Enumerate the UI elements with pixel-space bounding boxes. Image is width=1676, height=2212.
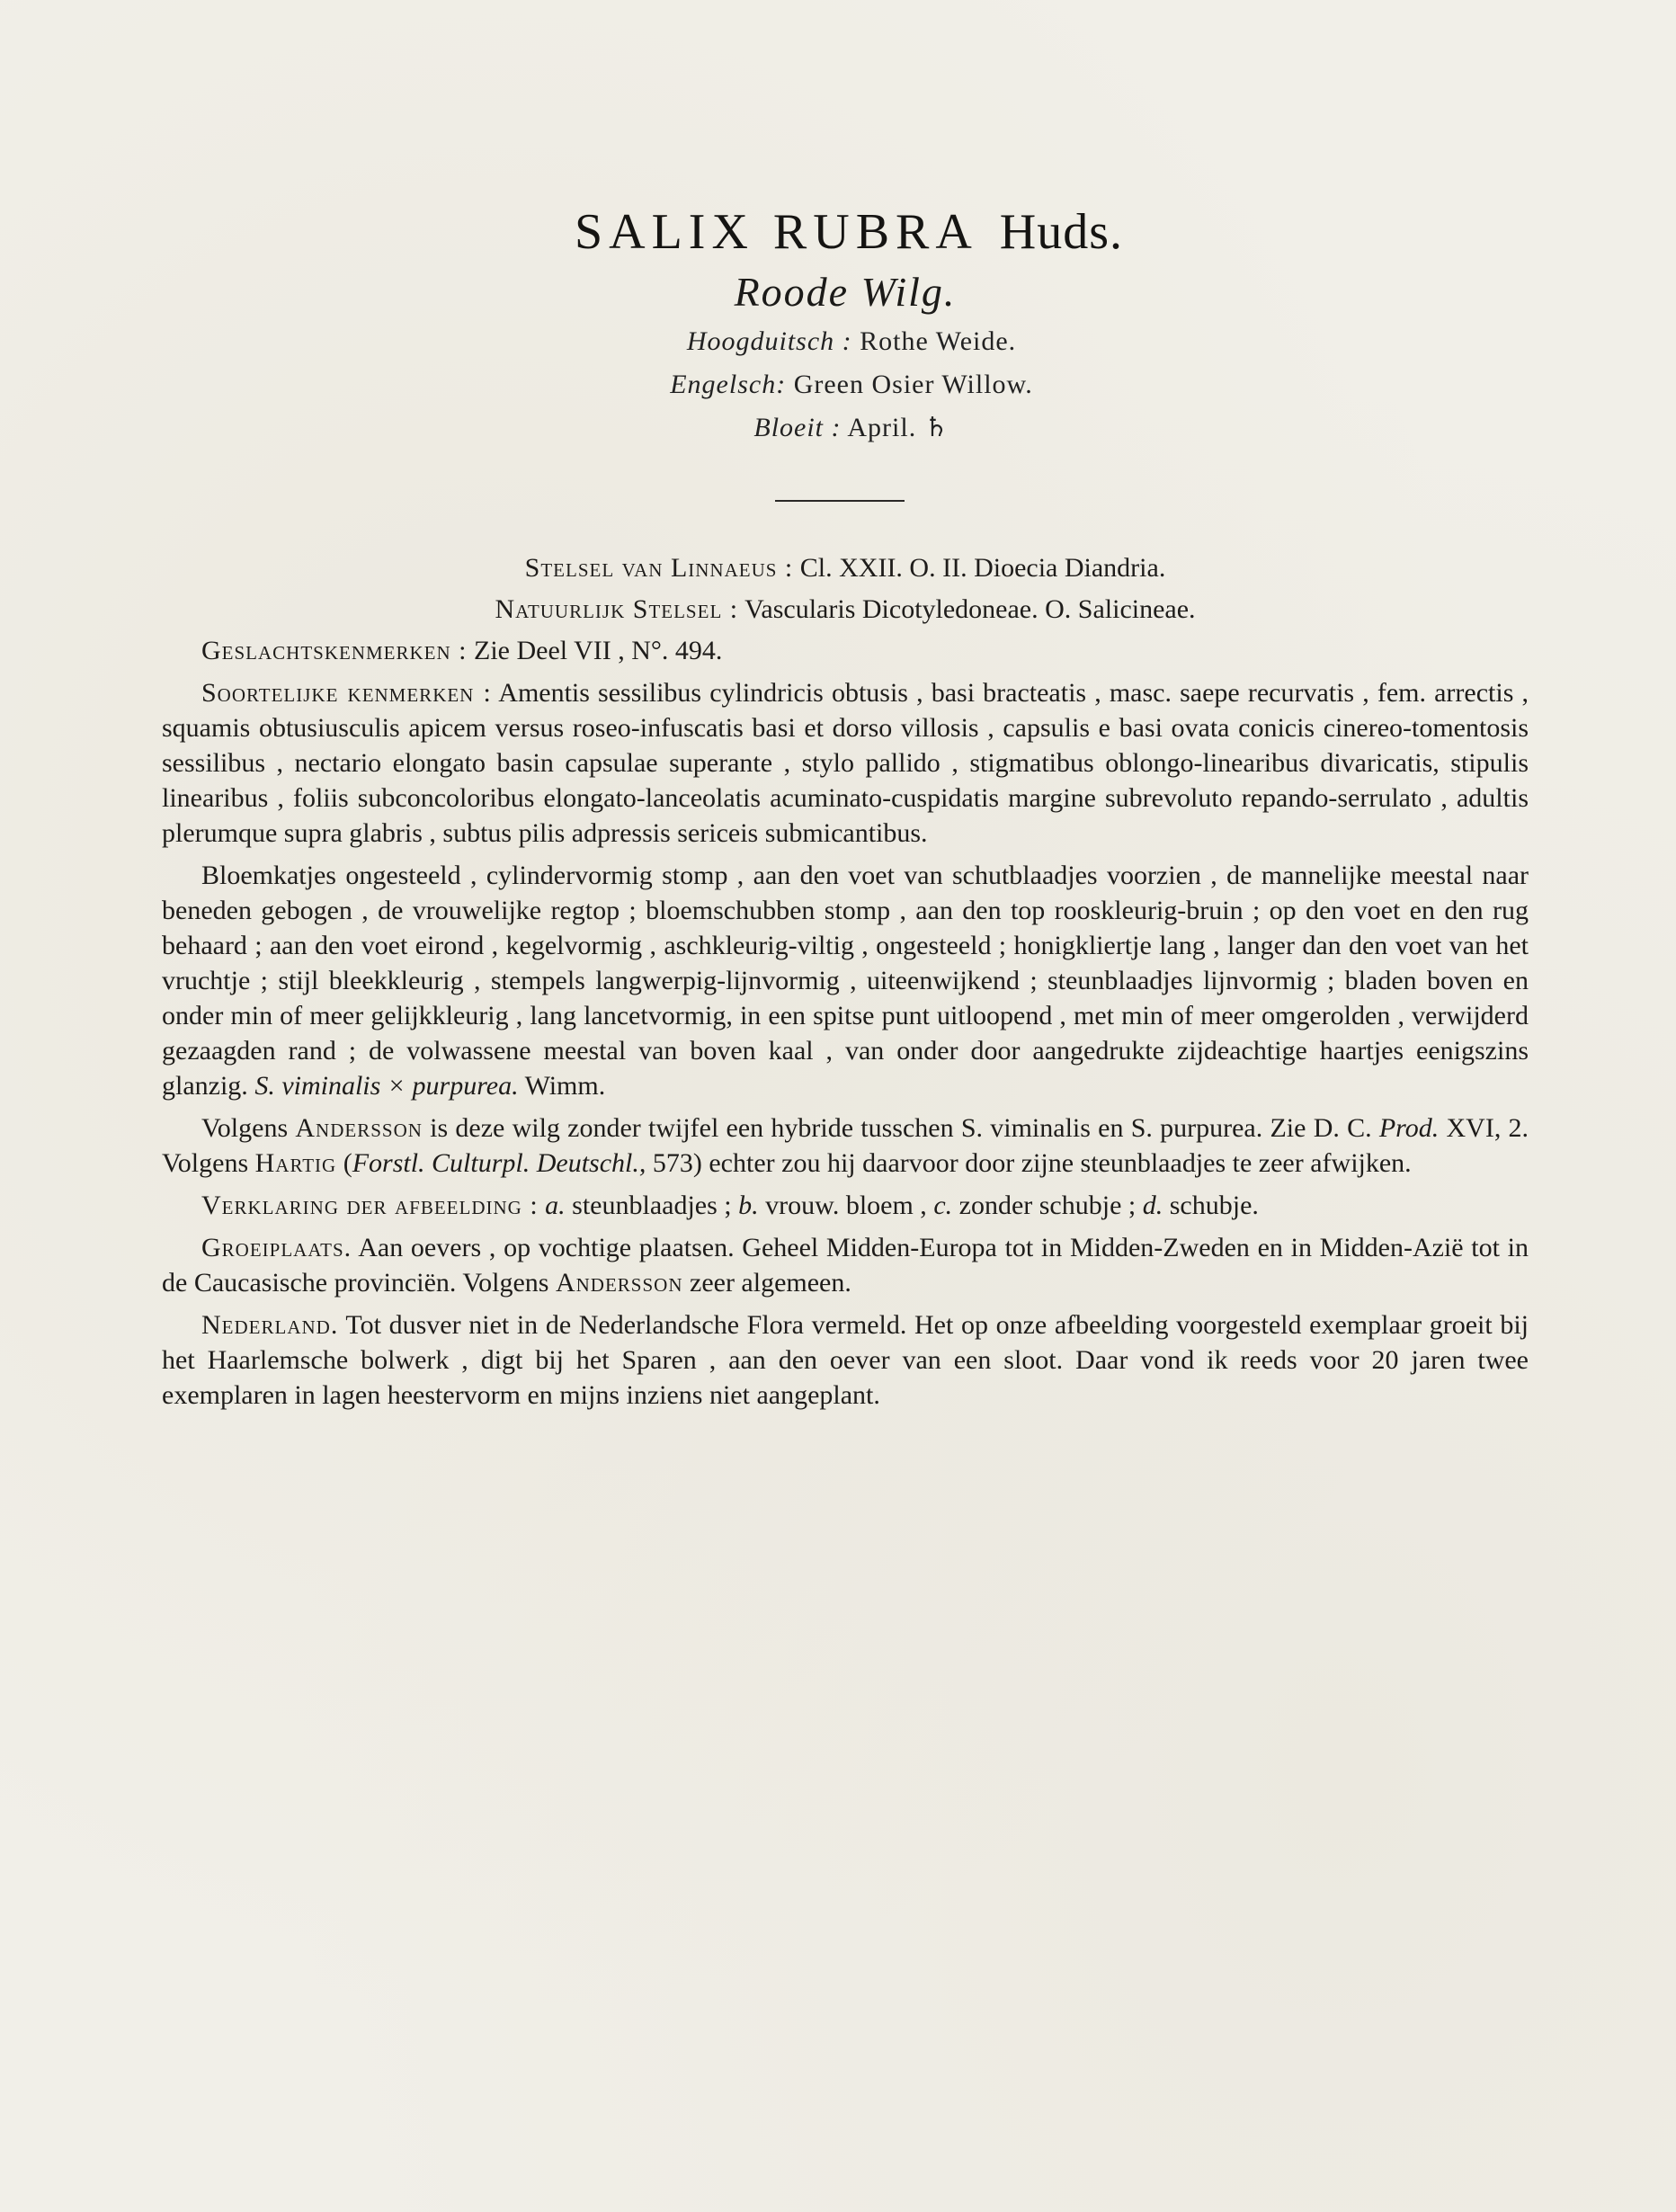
species-label: Soortelijke kenmerken : xyxy=(201,678,492,708)
species-name: SALIX RUBRA xyxy=(575,204,976,260)
bloom-label: Bloeit : xyxy=(753,413,842,442)
hybrid-author: Wimm. xyxy=(524,1071,606,1101)
andersson-text-1: Volgens xyxy=(201,1113,289,1143)
hybrid-name: S. viminalis × purpurea. xyxy=(254,1071,519,1101)
andersson-text-2: is deze wilg zonder twijfel een hybride tusschen S. viminalis en S. purpurea. Zie D. C. xyxy=(430,1113,1372,1143)
dutch-description-paragraph xyxy=(162,858,1529,1103)
species-author: Huds. xyxy=(999,204,1123,260)
english-name: Green Osier Willow. xyxy=(793,370,1033,399)
figure-key-a: a. xyxy=(545,1191,566,1220)
andersson-text-5: 573) echter zou hij daarvoor door zijne steunblaadjes te zeer afwijken. xyxy=(652,1148,1412,1178)
header xyxy=(0,200,1676,450)
andersson-text-3: XVI, 2. Volgens xyxy=(162,1113,1529,1178)
figure-key-c-text: zonder schubje ; xyxy=(958,1191,1137,1220)
prod-reference: Prod. xyxy=(1378,1113,1440,1143)
german-name: Rothe Weide. xyxy=(860,326,1017,356)
figure-key-d-text: schubje. xyxy=(1169,1191,1259,1220)
habitat-text-2: zeer algemeen. xyxy=(690,1268,851,1298)
english-label: Engelsch: xyxy=(670,370,787,399)
netherlands-label: Nederland. xyxy=(201,1310,339,1340)
dutch-description-text: Bloemkatjes ongesteeld , cylindervormig stomp , aan den voet van schutblaadjes voorzien , de mannelijke meestal naar beneden gebogen , de vrouwelijke regtop ; bloemschubben stomp , aan den top rooskleurig-bruin ; op den voet en den rug behaard ; aan den voet eirond , kegelvormig , aschkleurig-viltig , ongesteeld ; honigkliertje lang , langer dan den voet van het vruchtje ; stijl bleekkleurig , stempels langwerpig-lijnvormig , uiteenwijkend ; steunblaadjes lijnvormig ; bladen boven en onder min of meer gelijkkleurig , lang lancetvormig, in een spitse punt uitloopend , met min of meer omgerolden , verwijderd gezaagden rand ; de volwassene meestal van boven kaal , van onder door aangedrukte zijdeachtige haartjes eenigszins glanzig. xyxy=(162,861,1529,1101)
species-characters-paragraph xyxy=(162,675,1529,851)
bloom-line xyxy=(27,406,1676,450)
linnaeus-system-line xyxy=(162,550,1529,585)
habitat-author-name: Andersson xyxy=(555,1268,683,1298)
natural-label: Natuurlijk Stelsel : xyxy=(495,594,739,624)
figure-key-c: c. xyxy=(933,1191,953,1220)
english-name-line xyxy=(27,363,1676,406)
netherlands-paragraph xyxy=(162,1307,1529,1413)
figure-key-b-text: vrouw. bloem , xyxy=(765,1191,927,1220)
author-name-andersson: Andersson xyxy=(295,1113,423,1143)
habitat-text-1: Aan oevers , op vochtige plaatsen. Geheel Midden-Europa tot in Midden-Zweden en in Midden-Azië tot in de Caucasische provinciën. Volgens xyxy=(162,1233,1529,1298)
linnaeus-label: Stelsel van Linnaeus : xyxy=(524,553,794,583)
species-text: Amentis sessilibus cylindricis obtusis , basi bracteatis , masc. saepe recurvatis , fem. arrectis , squamis obtusiusculis apicem versus roseo-infuscatis basi et dorso villosis , capsulis e basi ovata conicis cinereo-tomentosis sessilibus , nectario elongato basin capsulae superante , stylo pallido , stigmatibus oblongo-linearibus divaricatis, stipulis linearibus , foliis subconcoloribus elongato-lanceolatis acuminato-cuspidatis margine subrevoluto repando-serrulato , adultis plerumque supra glabris , subtus pilis adpressis sericeis submicantibus. xyxy=(162,678,1529,848)
figure-key-b: b. xyxy=(738,1191,759,1220)
body-text xyxy=(162,550,1529,1420)
habitat-paragraph xyxy=(162,1230,1529,1300)
hartig-reference: Forstl. Culturpl. Deutschl., xyxy=(352,1148,646,1178)
author-name-hartig: Hartig xyxy=(254,1148,337,1178)
german-label: Hoogduitsch : xyxy=(686,326,852,356)
linnaeus-value: Cl. XXII. O. II. Dioecia Diandria. xyxy=(799,553,1166,583)
figure-key-d: d. xyxy=(1142,1191,1163,1220)
figure-explanation-paragraph xyxy=(162,1188,1529,1223)
divider-rule xyxy=(775,500,905,502)
netherlands-text: Tot dusver niet in de Nederlandsche Flora vermeld. Het op onze afbeelding voorgesteld exemplaar groeit bij het Haarlemsche bolwerk , digt bij het Sparen , aan den oever van een sloot. Daar vond ik reeds voor 20 jaren twee exemplaren in lagen heestervorm en mijns inziens niet aangeplant. xyxy=(162,1310,1529,1410)
german-name-line xyxy=(27,320,1676,363)
natural-system-line xyxy=(162,592,1529,627)
habitat-label: Groeiplaats. xyxy=(201,1233,352,1262)
explanation-label: Verklaring der afbeelding : xyxy=(201,1191,539,1220)
genus-value: Zie Deel VII , N°. 494. xyxy=(474,636,723,665)
page-title xyxy=(22,200,1676,264)
natural-value: Vascularis Dicotyledoneae. O. Salicineae. xyxy=(744,594,1196,624)
andersson-text-4: ( xyxy=(343,1148,352,1178)
figure-key-a-text: steunblaadjes ; xyxy=(572,1191,732,1220)
genus-label: Geslachtskenmerken : xyxy=(201,636,468,665)
bloom-value: April. ♄ xyxy=(847,413,949,442)
common-name: Roode Wilg. xyxy=(734,269,957,315)
andersson-paragraph xyxy=(162,1110,1529,1181)
genus-characters-paragraph xyxy=(162,633,1529,668)
